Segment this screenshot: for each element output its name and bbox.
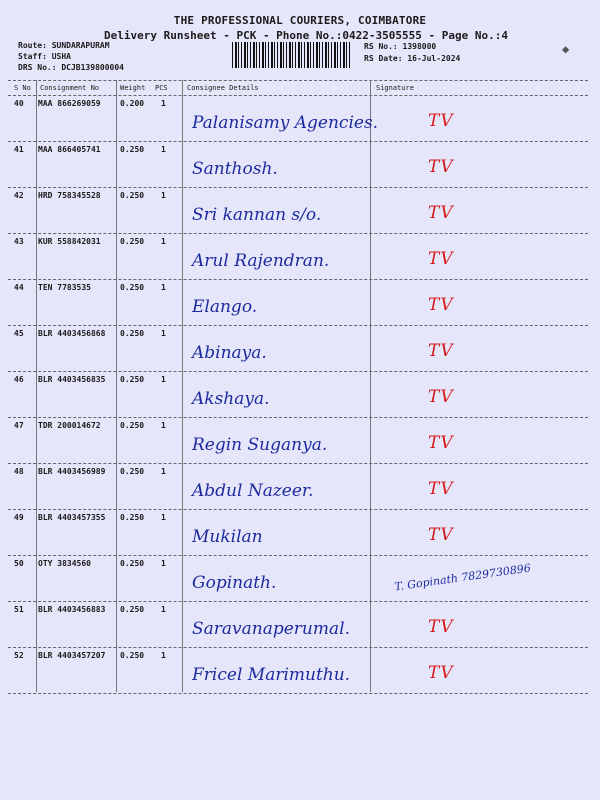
pieces-count: 1: [161, 191, 166, 200]
pieces-count: 1: [161, 99, 166, 108]
runsheet-subtitle: Delivery Runsheet - PCK - Phone No.:0422-3505555 - Page No.:4: [104, 29, 508, 42]
row-divider: [8, 371, 588, 372]
consignee-name: Gopinath.: [192, 573, 277, 593]
table-row: [0, 649, 600, 695]
consignee-name: Fricel Marimuthu.: [192, 665, 351, 685]
serial-number: 48: [14, 467, 24, 476]
col-header-sno: S No: [14, 84, 31, 92]
consignee-name: Abdul Nazeer.: [192, 481, 314, 501]
signature: TV: [428, 111, 454, 131]
row-divider: [8, 463, 588, 464]
table-row: [0, 97, 600, 143]
staff-label: Staff: USHA: [18, 52, 71, 61]
company-title: THE PROFESSIONAL COURIERS, COIMBATORE: [173, 14, 427, 27]
weight-value: 0.250: [120, 145, 145, 154]
signature: TV: [428, 249, 454, 269]
weight-value: 0.250: [120, 513, 145, 522]
row-divider: [8, 141, 588, 142]
table-row: [0, 557, 600, 603]
consignment-number: BLR 4403456868: [38, 329, 106, 338]
serial-number: 46: [14, 375, 24, 384]
serial-number: 52: [14, 651, 24, 660]
table-row: [0, 281, 600, 327]
table-row: [0, 419, 600, 465]
row-divider: [8, 187, 588, 188]
serial-number: 44: [14, 283, 24, 292]
consignee-name: Akshaya.: [192, 389, 270, 409]
barcode: [232, 42, 352, 68]
weight-value: 0.250: [120, 559, 145, 568]
consignment-number: MAA 866269059: [38, 99, 101, 108]
row-divider: [8, 325, 588, 326]
consignment-number: BLR 4403456883: [38, 605, 106, 614]
signature: TV: [428, 525, 454, 545]
table-row: [0, 511, 600, 557]
row-divider: [8, 509, 588, 510]
col-header-consignee: Consignee Details: [187, 84, 259, 92]
serial-number: 40: [14, 99, 24, 108]
consignment-number: OTY 3834560: [38, 559, 91, 568]
consignment-number: BLR 4403457355: [38, 513, 106, 522]
consignment-number: TDR 200014672: [38, 421, 101, 430]
row-divider: [8, 601, 588, 602]
signature: TV: [428, 617, 454, 637]
serial-number: 41: [14, 145, 24, 154]
serial-number: 43: [14, 237, 24, 246]
row-divider: [8, 417, 588, 418]
serial-number: 50: [14, 559, 24, 568]
table-row: [0, 143, 600, 189]
pieces-count: 1: [161, 375, 166, 384]
serial-number: 51: [14, 605, 24, 614]
pieces-count: 1: [161, 329, 166, 338]
weight-value: 0.250: [120, 375, 145, 384]
consignment-number: MAA 866405741: [38, 145, 101, 154]
stray-mark: ◆: [562, 42, 570, 56]
weight-value: 0.250: [120, 421, 145, 430]
signature: TV: [428, 387, 454, 407]
pieces-count: 1: [161, 651, 166, 660]
pieces-count: 1: [161, 237, 166, 246]
signature: TV: [428, 203, 454, 223]
pieces-count: 1: [161, 145, 166, 154]
row-divider: [8, 555, 588, 556]
consignment-number: KUR 558842031: [38, 237, 101, 246]
row-divider: [8, 279, 588, 280]
consignee-name: Arul Rajendran.: [192, 251, 330, 271]
consignment-number: BLR 4403457207: [38, 651, 106, 660]
weight-value: 0.250: [120, 283, 145, 292]
consignee-name: Abinaya.: [192, 343, 267, 363]
pieces-count: 1: [161, 283, 166, 292]
consignment-number: TEN 7783535: [38, 283, 91, 292]
consignee-name: Saravanaperumal.: [192, 619, 350, 639]
row-divider: [8, 233, 588, 234]
signature: TV: [428, 157, 454, 177]
signature: TV: [428, 479, 454, 499]
signature: T. Gopinath 7829730896: [393, 561, 532, 594]
consignment-number: HRD 758345528: [38, 191, 101, 200]
rs-number: RS No.: 1398000: [364, 42, 437, 51]
consignment-number: BLR 4403456835: [38, 375, 106, 384]
table-row: [0, 327, 600, 373]
signature: TV: [428, 341, 454, 361]
consignee-name: Mukilan: [192, 527, 263, 547]
route-label: Route: SUNDARAPURAM: [18, 41, 110, 50]
weight-value: 0.250: [120, 651, 145, 660]
consignee-name: Regin Suganya.: [192, 435, 328, 455]
pieces-count: 1: [161, 513, 166, 522]
consignee-name: Sri kannan s/o.: [192, 205, 322, 225]
weight-value: 0.250: [120, 237, 145, 246]
consignee-name: Palanisamy Agencies.: [192, 113, 379, 133]
pieces-count: 1: [161, 421, 166, 430]
serial-number: 47: [14, 421, 24, 430]
row-divider: [8, 693, 588, 694]
header-rule-bottom: [8, 95, 588, 96]
weight-value: 0.200: [120, 99, 145, 108]
serial-number: 49: [14, 513, 24, 522]
consignee-name: Elango.: [192, 297, 258, 317]
pieces-count: 1: [161, 559, 166, 568]
table-row: [0, 465, 600, 511]
col-header-weight: Weight: [120, 84, 146, 92]
header-rule-top: [8, 80, 588, 81]
consignment-number: BLR 4403456989: [38, 467, 106, 476]
weight-value: 0.250: [120, 191, 145, 200]
col-header-signature: Signature: [376, 84, 414, 92]
signature: TV: [428, 663, 454, 683]
pieces-count: 1: [161, 605, 166, 614]
col-header-consignment: Consignment No: [40, 84, 100, 92]
table-row: [0, 373, 600, 419]
row-divider: [8, 647, 588, 648]
weight-value: 0.250: [120, 467, 145, 476]
drs-number: DRS No.: DCJB139800004: [18, 63, 124, 72]
col-header-pcs: PCS: [155, 84, 168, 92]
table-row: [0, 603, 600, 649]
serial-number: 45: [14, 329, 24, 338]
serial-number: 42: [14, 191, 24, 200]
weight-value: 0.250: [120, 605, 145, 614]
signature: TV: [428, 433, 454, 453]
table-row: [0, 189, 600, 235]
consignee-name: Santhosh.: [192, 159, 278, 179]
pieces-count: 1: [161, 467, 166, 476]
rs-date: RS Date: 16-Jul-2024: [364, 54, 461, 63]
signature: TV: [428, 295, 454, 315]
weight-value: 0.250: [120, 329, 145, 338]
table-row: [0, 235, 600, 281]
